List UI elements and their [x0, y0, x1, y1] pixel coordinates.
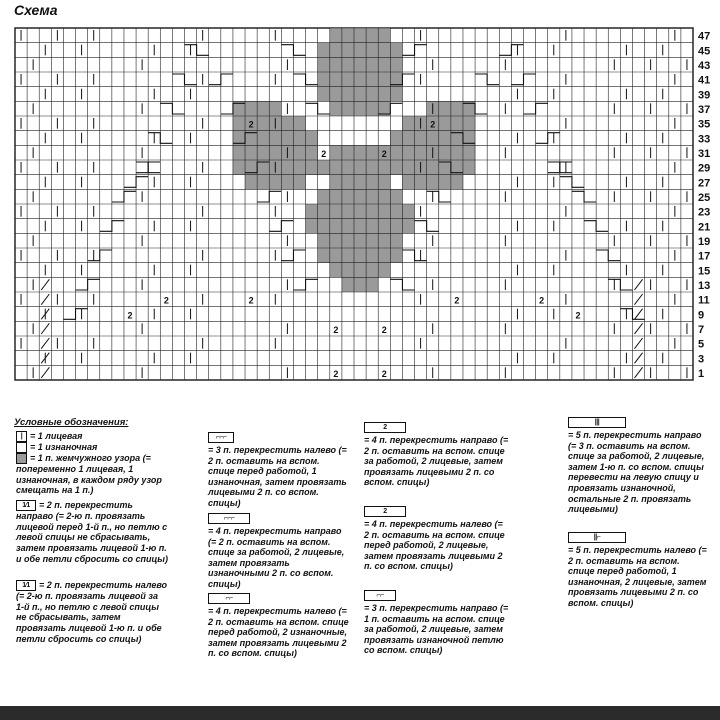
row-number-label: 41	[698, 74, 711, 87]
knit-icon: |	[16, 431, 27, 442]
bottom-bar	[0, 706, 720, 720]
row-number-label: 17	[698, 250, 711, 263]
row-number-label: 25	[698, 192, 711, 204]
row-number-label: 7	[698, 324, 705, 336]
cable-count-label: 2	[333, 325, 339, 335]
legend-cross3-left	[208, 432, 348, 509]
cross-5-right-icon: |||	[568, 417, 626, 428]
legend-cross4-left	[364, 506, 509, 572]
row-number-label: 15	[698, 265, 711, 278]
legend-cross2-left-text: = 2 п. перекрестить налево (= 2-ю п. провязать лицевой за 1-й п., но петлю с левой спицы не сбрасывать, затем провязать лицевой 1-ю п. и обе петли сбросить со спицы)	[16, 580, 168, 644]
legend-cross2-right	[16, 500, 168, 564]
row-number-label: 29	[698, 162, 711, 175]
row-number-label: 23	[698, 206, 711, 219]
cable-count-label: 2	[454, 295, 460, 306]
seed-stitch-cell	[330, 175, 391, 190]
cable-count-label: 2	[430, 119, 436, 130]
row-number-label: 31	[698, 148, 711, 160]
legend-cross3-left-text: = 3 п. перекрестить налево (= 2 п. оставить на вспом. спице перед работой, 1 изнаночная, затем провязать лицевыми 2 п. со вспом. спицы)	[208, 445, 347, 508]
cable-count-label: 2	[381, 369, 387, 379]
seed-stitch-cell	[318, 189, 403, 204]
cable-count-label: 2	[575, 310, 581, 321]
legend-knit-text: = 1 лицевая	[30, 431, 83, 441]
seed-stitch-cell	[330, 28, 391, 43]
seed-stitch-cell	[318, 87, 403, 102]
cable-count-label: 2	[248, 295, 254, 306]
row-number-label: 19	[698, 236, 711, 248]
cross-2-right-icon: 1⁄1	[16, 500, 36, 511]
row-number-label: 5	[698, 338, 705, 351]
seed-stitch-cell	[318, 72, 403, 87]
row-number-label: 11	[698, 294, 710, 307]
cross-5-left-icon: ||⌐	[568, 532, 626, 543]
legend-purl-text: = 1 изнаночная	[30, 442, 98, 452]
row-number-label: 1	[698, 368, 705, 380]
seed-stitch-cell	[318, 160, 403, 175]
row-number-label: 33	[698, 133, 711, 146]
seed-stitch-cell	[245, 175, 306, 190]
seed-stitch-cell	[318, 57, 403, 72]
cable-count-label: 2	[248, 119, 254, 130]
row-number-label: 39	[698, 89, 711, 102]
seed-stitch-cell	[402, 175, 463, 190]
seed-stitch-cell	[306, 204, 415, 219]
cross-2-left-icon: 1⁄1	[16, 580, 36, 591]
seed-stitch-cell	[318, 233, 403, 248]
legend-cross2-right-text: = 2 п. перекрестить направо (= 2-ю п. провязать лицевой перед 1-й п., но петлю с левой спицы не сбрасывать, затем провязать лицевой 1-ю п. и обе петли сбросить со спицы)	[16, 500, 168, 564]
legend-cross4-right-text: = 4 п. перекрестить направо (= 2 п. оставить на вспом. спице за работой, 2 лицевые, затем провязать лицевыми 2 п. со вспом. спицы)	[364, 435, 509, 488]
cross-4-purl-left-icon: ⌐⌐	[208, 593, 250, 604]
seed-stitch-cell	[318, 43, 403, 58]
legend-cross4-purl-left-text: = 4 п. перекрестить налево (= 2 п. оставить на вспом. спице перед работой, 2 изнаночные, затем провязать лицевыми 2 п. со вспом. спицы)	[208, 606, 349, 659]
row-number-label: 35	[698, 118, 711, 131]
row-number-label: 21	[698, 221, 711, 234]
legend-cross5-left	[568, 532, 708, 609]
seed-stitch-cell	[306, 219, 415, 234]
cable-count-label: 2	[333, 369, 339, 379]
row-number-label: 37	[698, 104, 711, 116]
legend-cross3-right-text: = 3 п. перекрестить направо (= 1 п. оставить на вспом. спице за работой, 2 лицевые, затем провязать изнаночной петлю со вспом. спицы)	[364, 603, 509, 656]
seed-stitch-cell	[233, 145, 318, 160]
cross-3-left-icon: ⌐⌐⌐	[208, 432, 234, 443]
legend-seed	[16, 453, 168, 496]
row-number-label: 47	[698, 30, 711, 43]
row-number-label: 3	[698, 353, 705, 366]
legend-cross3-right	[364, 590, 509, 656]
seed-stitch-icon	[16, 453, 27, 464]
page-title: Схема	[14, 2, 58, 18]
legend-knit	[16, 431, 181, 442]
cable-count-label: 2	[381, 149, 387, 159]
seed-stitch-cell	[342, 277, 378, 292]
seed-stitch-cell	[318, 248, 403, 263]
cable-count-label: 2	[163, 295, 169, 306]
cable-count-label: 2	[381, 325, 387, 335]
row-number-label: 27	[698, 177, 711, 190]
legend-title: Условные обозначения:	[14, 417, 129, 428]
cross-3-right-icon: ⌐⌐	[364, 590, 396, 601]
legend-cross4-left-text: = 4 п. перекрестить налево (= 2 п. оставить на вспом. спице перед работой, 2 лицевые, затем провязать лицевыми 2 п. со вспом. спицы)	[364, 519, 505, 572]
row-number-label: 45	[698, 45, 711, 58]
cross-4-right-icon: 2	[364, 422, 406, 433]
cable-count-label: 2	[321, 149, 327, 159]
legend-cross4-purl-left	[208, 593, 353, 659]
legend-cross5-right	[568, 417, 708, 515]
row-number-label: 13	[698, 280, 711, 292]
legend-cross5-left-text: = 5 п. перекрестить налево (= 2 п. оставить на вспом. спице перед работой, 1 изнаночная, 2 лицевые, затем провязать лицевыми 2 п. со вспом. спицы)	[568, 545, 707, 608]
cable-count-label: 2	[539, 295, 545, 306]
legend-cross2-left	[16, 580, 168, 644]
cable-count-label: 2	[127, 310, 133, 321]
cross-4-left-icon: 2	[364, 506, 406, 517]
seed-stitch-cell	[330, 263, 391, 278]
legend-cross4-purl-right	[208, 513, 348, 590]
legend-seed-text: = 1 п. жемчужного узора (= попеременно 1 лицевая, 1 изнаночная, в каждом ряду узор смещать на 1 п.)	[16, 453, 162, 496]
row-number-label: 9	[698, 309, 705, 322]
legend-cross5-right-text: = 5 п. перекрестить направо (= 3 п. оставить на вспом. спице за работой, 2 лицевые, затем 1-ю п. со вспом. спицы перевести на левую спицу и провязать изнаночной, остальные 2 п. провязать лицевыми)	[568, 430, 705, 515]
cross-4-purl-right-icon: ⌐⌐⌐	[208, 513, 250, 524]
legend-purl	[16, 442, 181, 453]
legend-cross4-right	[364, 422, 509, 488]
legend-cross4-purl-right-text: = 4 п. перекрестить направо (= 2 п. оставить на вспом. спице за работой, 2 лицевые, затем провязать изнаночными 2 п. со вспом. спицы)	[208, 526, 345, 589]
row-number-label: 43	[698, 60, 711, 72]
purl-icon	[16, 442, 27, 453]
